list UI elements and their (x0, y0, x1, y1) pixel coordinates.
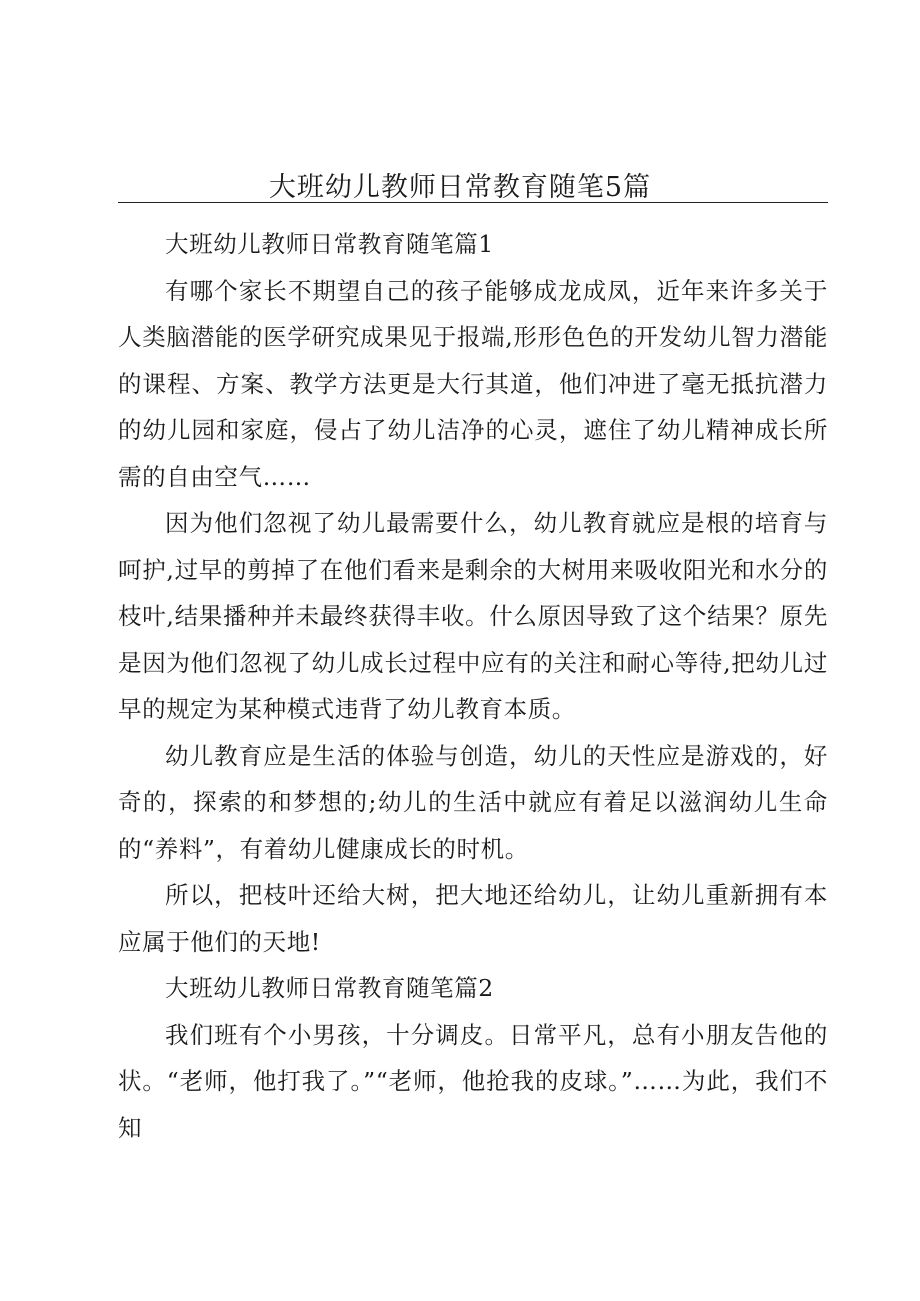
paragraph: 所以，把枝叶还给大树，把大地还给幼儿，让幼儿重新拥有本应属于他们的天地! (118, 881, 828, 956)
title-underline (118, 202, 828, 203)
paragraph: 我们班有个小男孩，十分调皮。日常平凡，总有小朋友告他的状。“老师，他打我了。”“老师，他抢我的皮球。”……为此，我们不知 (118, 1020, 828, 1142)
section-heading: 大班幼儿教师日常教育随笔篇2 (165, 974, 494, 1002)
paragraph: 因为他们忽视了幼儿最需要什么，幼儿教育就应是根的培育与呵护,过早的剪掉了在他们看来是剩余的大树用来吸收阳光和水分的枝叶,结果播种并未最终获得丰收。什么原因导致了这个结果？原先是因为他们忽视了幼儿成长过程中应有的关注和耐心等待,把幼儿过早的规定为某种模式违背了幼儿教育本质。 (118, 509, 828, 723)
document-body (118, 221, 828, 1151)
paragraph: 有哪个家长不期望自己的孩子能够成龙成凤，近年来许多关于人类脑潜能的医学研究成果见于报端,形形色色的开发幼儿智力潜能的课程、方案、教学方法更是大行其道，他们冲进了毫无抵抗潜力的幼儿园和家庭，侵占了幼儿洁净的心灵，遮住了幼儿精神成长所需的自由空气…… (118, 276, 828, 491)
document-title: 大班幼儿教师日常教育随笔5篇 (268, 172, 652, 203)
section-heading: 大班幼儿教师日常教育随笔篇1 (165, 230, 494, 258)
paragraph: 幼儿教育应是生活的体验与创造，幼儿的天性应是游戏的，好奇的，探索的和梦想的;幼儿的生活中就应有着足以滋润幼儿生命的“养料”，有着幼儿健康成长的时机。 (118, 741, 828, 863)
